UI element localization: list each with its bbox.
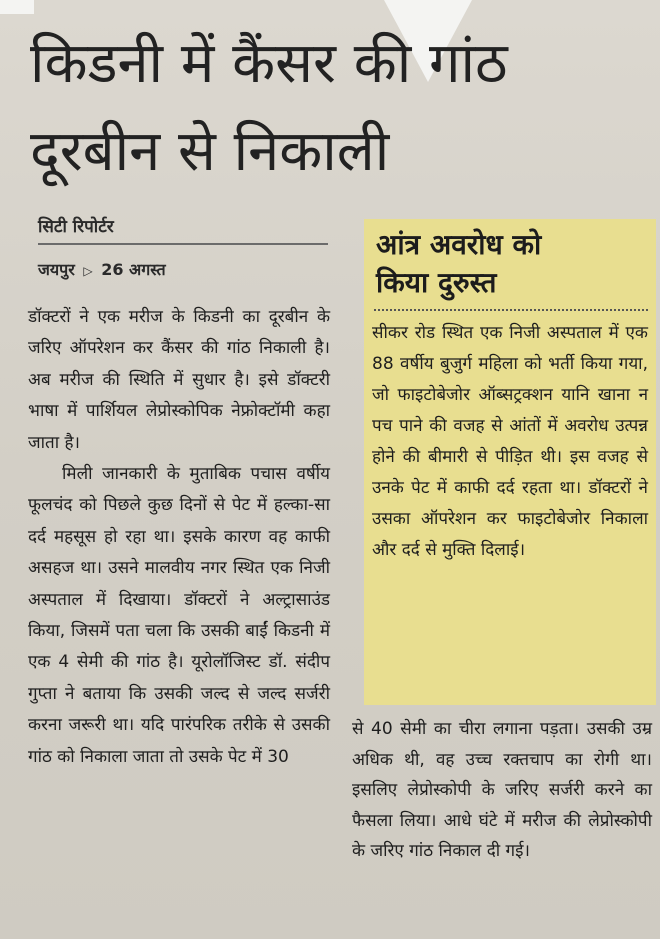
headline-line-1: किडनी में कैंसर की गांठ (30, 31, 508, 96)
dateline-arrow-icon: ▷ (83, 264, 93, 278)
sidebar-title-line-1: आंत्र अवरोध को (376, 228, 542, 261)
dateline-city: जयपुर (38, 260, 75, 279)
dateline (38, 258, 328, 280)
sidebar-divider (374, 309, 648, 311)
sidebar-title (376, 226, 646, 302)
dateline-date: 26 अगस्त (101, 260, 166, 279)
article-body (28, 302, 330, 773)
article-continuation: से 40 सेमी का चीरा लगाना पड़ता। उसकी उम्र अधिक थी, वह उच्च रक्तचाप का रोगी था। इसलिए लेप्रोस्कोपी के जरिए सर्जरी करने का फैसला लिया। आधे घंटे में मरीज की लेप्रोस्कोपी के जरिए गांठ निकाल दी गई। (352, 719, 652, 862)
sidebar-title-line-2: किया दुरुस्त (376, 266, 497, 299)
torn-corner (0, 0, 34, 14)
sidebar-body: सीकर रोड स्थित एक निजी अस्पताल में एक 88 वर्षीय बुजुर्ग महिला को भर्ती किया गया, जो फाइटोबेजोर ऑब्सट्रक्शन यानि खाना न पच पाने की वजह से आंतों में अवरोध उत्पन्न होने की बीमारी से पीड़ित थी। इस वजह से उनके पेट में काफी दर्द रहता था। डॉक्टरों ने उसका ऑपरेशन कर फाइटोबेजोर निकाला और दर्द से मुक्ति दिलाई। (372, 323, 648, 560)
headline (30, 20, 650, 196)
article-paragraph-1: डॉक्टरों ने एक मरीज के किडनी का दूरबीन के जरिए ऑपरेशन कर कैंसर की गांठ निकाली है। अब मरीज की स्थिति में सुधार है। इसे डॉक्टरी भाषा में पार्शियल लेप्रोस्कोपिक नेफ्रोक्टॉमी कहा जाता है। (28, 307, 330, 453)
headline-line-2: दूरबीन से निकाली (30, 119, 390, 184)
article-paragraph-2: मिली जानकारी के मुताबिक पचास वर्षीय फूलचंद को पिछले कुछ दिनों से पेट में हल्का-सा दर्द महसूस हो रहा था। इसके कारण वह काफी असहज था। उसने मालवीय नगर स्थित एक निजी अस्पताल में दिखाया। डॉक्टरों ने अल्ट्रासाउंड किया, जिसमें पता चला कि उसकी बाईं किडनी में एक 4 सेमी की गांठ है। यूरोलॉजिस्ट डॉ. संदीप गुप्ता ने बताया कि उसकी जल्द से जल्द सर्जरी करना जरूरी था। यदि पारंपरिक तरीके से उसकी गांठ को निकाला जाता तो उसके पेट में 30 (28, 464, 330, 767)
byline: सिटी रिपोर्टर (38, 214, 328, 245)
